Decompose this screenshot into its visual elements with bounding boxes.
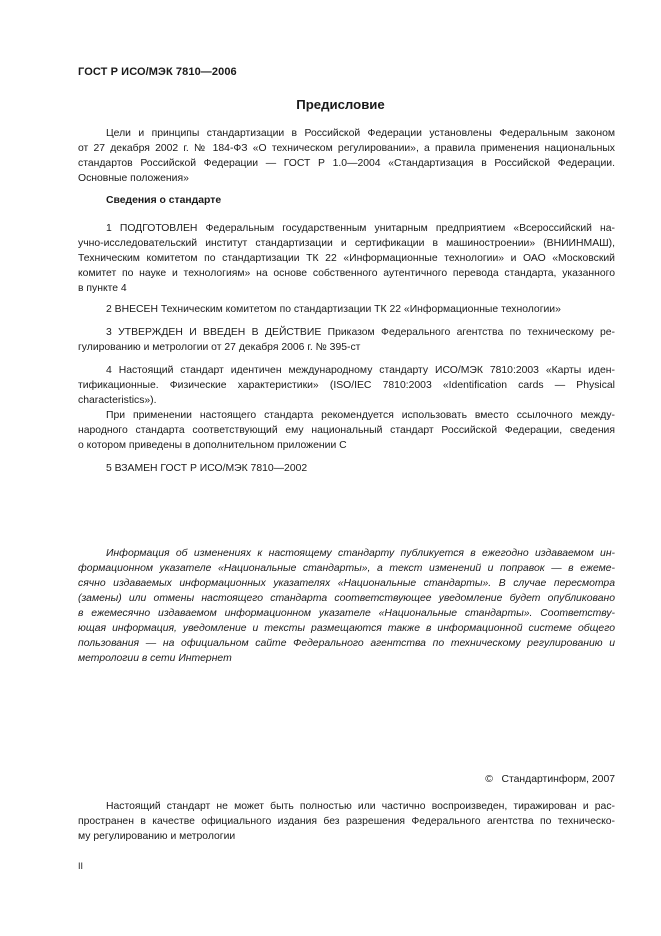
rights-line: му регулированию и метрологии bbox=[78, 831, 236, 842]
notice-line: Информация об изменениях к настоящему стандарту публикуется в ежегодно издаваемом ин- bbox=[106, 548, 615, 559]
rights-paragraph bbox=[78, 799, 615, 844]
intro-paragraph bbox=[78, 126, 615, 186]
item-line: Техническим комитетом по стандартизации ТК 22 «Информационные технологии» и ОАО «Московский bbox=[78, 253, 615, 264]
item-line: тификационные. Физические характеристики» (ISO/IEC 7810:2003 «Identification cards — Physical bbox=[78, 380, 615, 391]
item-line: народного стандарта соответствующий ему национальный стандарт Российской Федерации, сведения bbox=[78, 425, 615, 436]
rights-line: пространен в качестве официального издания без разрешения Федерального агентства по техническо- bbox=[78, 816, 615, 827]
item-5 bbox=[78, 461, 615, 476]
notice-line: пользования — на официальном сайте Федерального агентства по техническому регулированию и bbox=[78, 638, 615, 649]
item-2 bbox=[78, 302, 615, 317]
item-line: учно-исследовательский институт стандартизации и сертификации в машиностроении» (ВНИИНМАШ), bbox=[78, 238, 615, 249]
item-1 bbox=[78, 221, 615, 296]
page-number: II bbox=[78, 861, 84, 871]
page-title: Предисловие bbox=[296, 97, 385, 112]
item-3 bbox=[78, 325, 615, 355]
document-header: ГОСТ Р ИСО/МЭК 7810—2006 bbox=[78, 66, 237, 78]
item-line: гулированию и метрологии от 27 декабря 2006 г. № 395-ст bbox=[78, 342, 361, 353]
notice-line: метрологии в сети Интернет bbox=[78, 653, 232, 664]
item-line: о котором приведены в дополнительном приложении С bbox=[78, 440, 347, 451]
notice-line: сячно издаваемых информационных указателях «Национальные стандарты». В случае пересмотра bbox=[78, 578, 615, 589]
notice-line: (замены) или отмены настоящего стандарта соответствующее уведомление будет опубликовано bbox=[78, 593, 615, 604]
rights-line: Настоящий стандарт не может быть полностью или частично воспроизведен, тиражирован и рас- bbox=[106, 801, 615, 812]
item-line: в пункте 4 bbox=[78, 283, 127, 294]
intro-line: Основные положения» bbox=[78, 173, 189, 184]
notice-paragraph bbox=[78, 546, 615, 666]
item-line: 3 УТВЕРЖДЕН И ВВЕДЕН В ДЕЙСТВИЕ Приказом Федерального агентства по техническому ре- bbox=[106, 327, 615, 338]
item-4 bbox=[78, 363, 615, 453]
section-subheading: Сведения о стандарте bbox=[106, 195, 222, 206]
item-line: комитет по науке и технологиям» на основе собственного аутентичного перевода стандарта, указанного bbox=[78, 268, 615, 279]
notice-line: ющая информация, уведомление и тексты размещаются также в информационной системе общего bbox=[78, 623, 615, 634]
item-line: 1 ПОДГОТОВЛЕН Федеральным государственным унитарным предприятием «Всероссийский на- bbox=[106, 223, 615, 234]
intro-line: Цели и принципы стандартизации в Российской Федерации установлены Федеральным законом bbox=[106, 128, 615, 139]
item-line: 4 Настоящий стандарт идентичен международному стандарту ИСО/МЭК 7810:2003 «Карты иден- bbox=[106, 365, 615, 376]
item-line: characteristics»). bbox=[78, 395, 157, 406]
intro-line: от 27 декабря 2002 г. № 184-ФЗ «О техническом регулировании», а правила применения национальных bbox=[78, 143, 615, 154]
copyright-notice: © Стандартинформ, 2007 bbox=[485, 774, 615, 785]
notice-line: в ежемесячно издаваемом информационном указателе «Национальные стандарты». Соответству- bbox=[78, 608, 615, 619]
item-line: 5 ВЗАМЕН ГОСТ Р ИСО/МЭК 7810—2002 bbox=[106, 463, 308, 474]
notice-line: формационном указателе «Национальные стандарты», а текст изменений и поправок — в ежеме- bbox=[78, 563, 615, 574]
item-line: При применении настоящего стандарта рекомендуется использовать вместо ссылочного между- bbox=[106, 410, 615, 421]
item-line: 2 ВНЕСЕН Техническим комитетом по стандартизации ТК 22 «Информационные технологии» bbox=[106, 304, 561, 315]
intro-line: стандартов Российской Федерации — ГОСТ Р 1.0—2004 «Стандартизация в Российской Федерации. bbox=[78, 158, 615, 169]
